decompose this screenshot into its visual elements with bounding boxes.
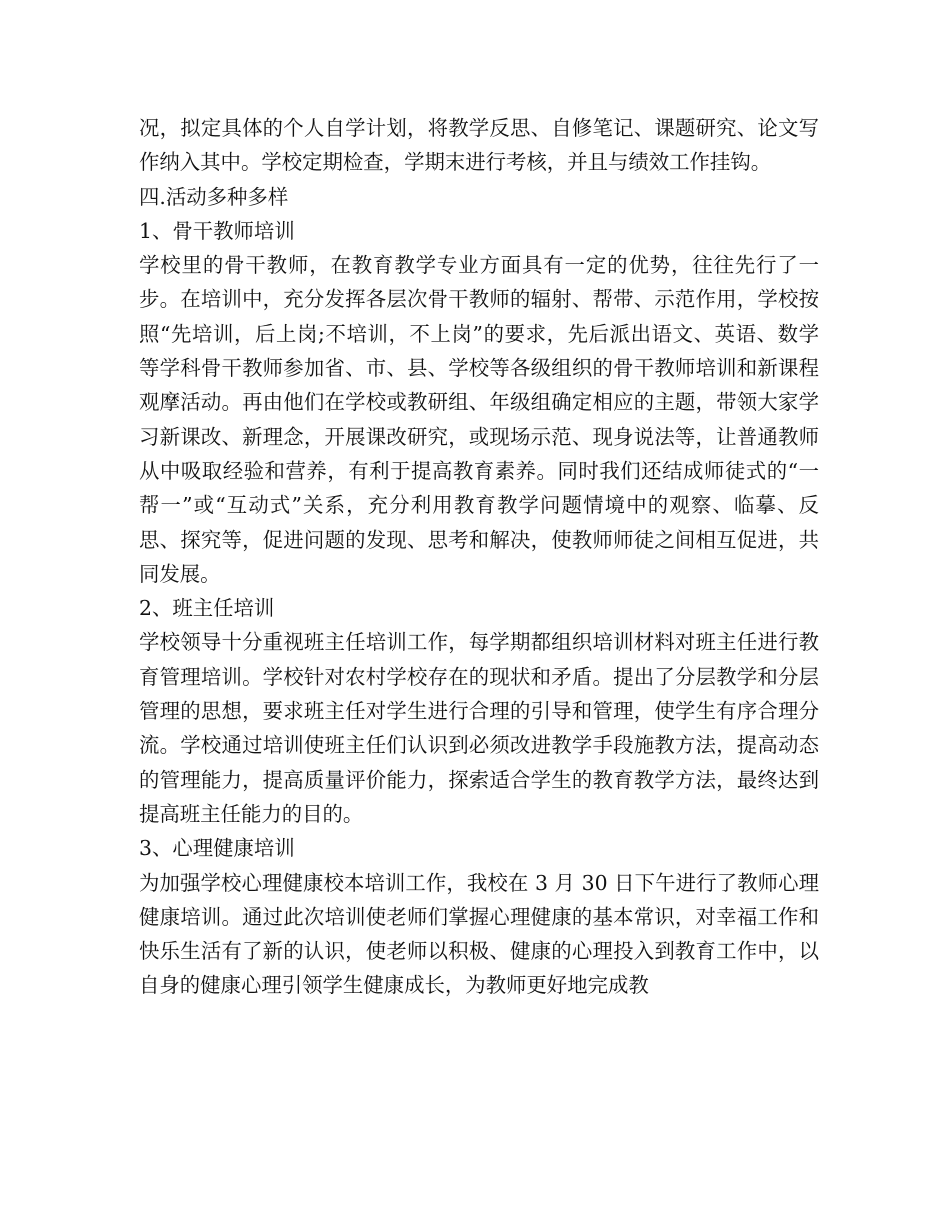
subsection-title-mental-health: 3、心理健康培训 [139, 836, 295, 861]
paragraph-class-teachers: 学校领导十分重视班主任培训工作，每学期都组织培训材料对班主任进行教育管理培训。学校针对农村学校存在的现状和矛盾。提出了分层教学和分层管理的思想，要求班主任对学生进行合理的引导和管理，使学生有序合理分流。学校通过培训使班主任们认识到必须改进教学手段施教方法，提高动态的管理能力，提高质量评价能力，探索适合学生的教育教学方法，最终达到提高班主任能力的目的。 [139, 630, 819, 826]
document-body [139, 111, 819, 1003]
paragraph-mental-health: 为加强学校心理健康校本培训工作，我校在 3 月 30 日下午进行了教师心理健康培训。通过此次培训使老师们掌握心理健康的基本常识，对幸福工作和快乐生活有了新的认识，使老师以积极、健康的心理投入到教育工作中，以自身的健康心理引领学生健康成长，为教师更好地完成教 [139, 870, 819, 998]
paragraph-backbone-teachers: 学校里的骨干教师，在教育教学专业方面具有一定的优势，往往先行了一步。在培训中，充分发挥各层次骨干教师的辐射、帮带、示范作用，学校按照“先培训，后上岗;不培训，不上岗”的要求，先后派出语文、英语、数学等学科骨干教师参加省、市、县、学校等各级组织的骨干教师培训和新课程观摩活动。再由他们在学校或教研组、年级组确定相应的主题，带领大家学习新课改、新理念，开展课改研究，或现场示范、现身说法等，让普通教师从中吸取经验和营养，有利于提高教育素养。同时我们还结成师徒式的“一帮一”或“互动式”关系，充分利用教育教学问题情境中的观察、临摹、反思、探究等，促进问题的发现、思考和解决，使教师师徒之间相互促进，共同发展。 [139, 253, 819, 586]
intro-paragraph: 况，拟定具体的个人自学计划，将教学反思、自修笔记、课题研究、论文写作纳入其中。学校定期检查，学期末进行考核，并且与绩效工作挂钩。 [139, 116, 819, 175]
section-title: 四.活动多种多样 [139, 184, 289, 209]
subsection-title-backbone-teachers: 1、骨干教师培训 [139, 218, 295, 243]
subsection-title-class-teachers: 2、班主任培训 [139, 596, 275, 621]
